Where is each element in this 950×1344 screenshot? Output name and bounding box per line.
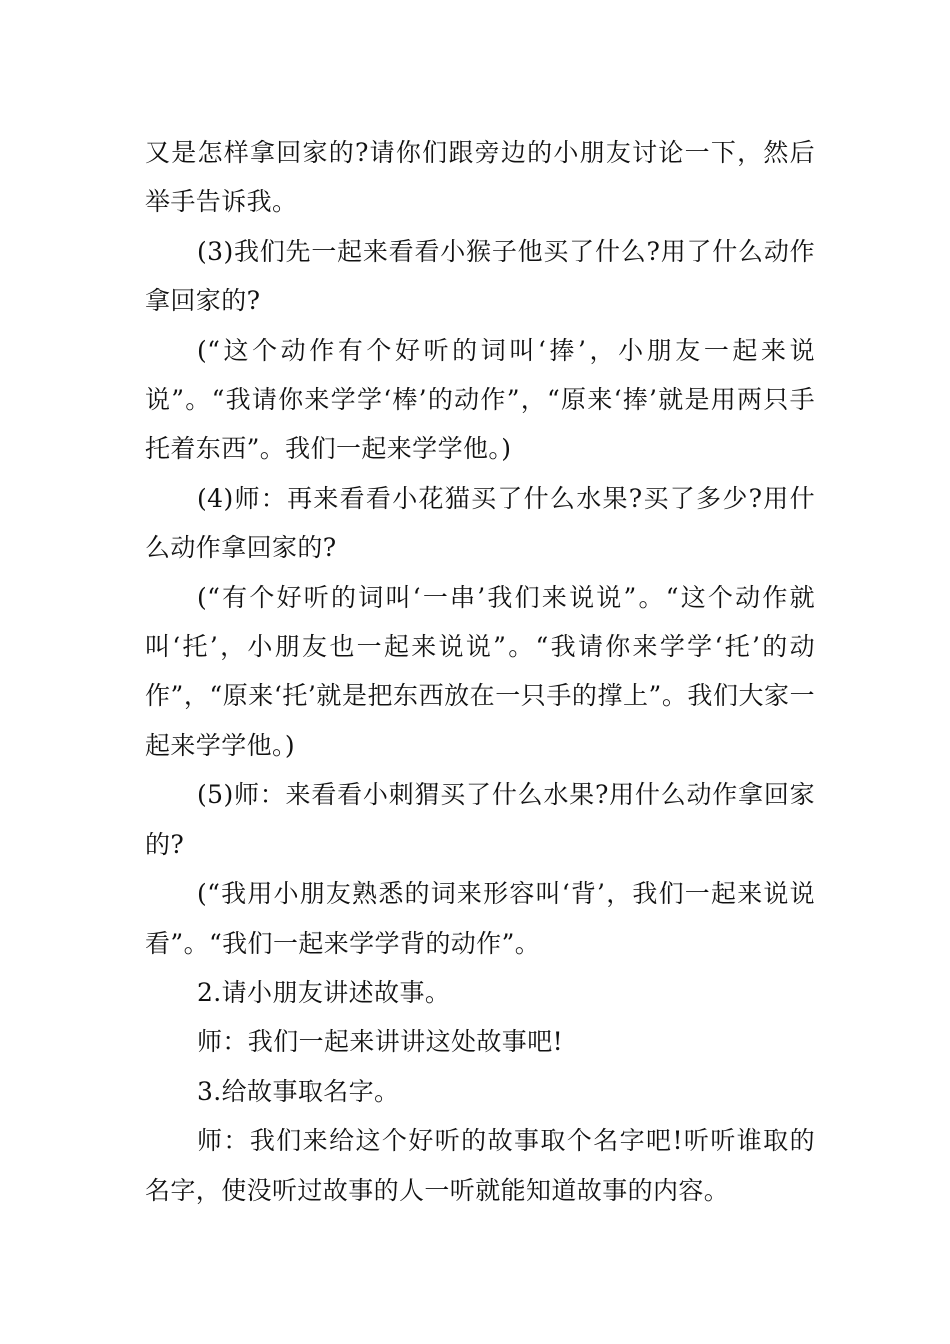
paragraph-7: (“我用小朋友熟悉的词来形容叫‘背’，我们一起来说说看”。“我们一起来学学背的动作”。 (145, 879, 815, 958)
paragraph-9: 师：我们一起来讲讲这处故事吧! (197, 1027, 564, 1057)
document-body (145, 128, 815, 1215)
paragraph-10: 3.给故事取名字。 (197, 1076, 400, 1106)
paragraph-4: (4)师：再来看看小花猫买了什么水果?买了多少?用什么动作拿回家的? (145, 483, 815, 563)
paragraph-1: 又是怎样拿回家的?请你们跟旁边的小朋友讨论一下，然后举手告诉我。 (145, 138, 815, 217)
paragraph-3: (“这个动作有个好听的词叫‘捧’，小朋友一起来说说”。“我请你来学学‘棒’的动作”，“原来‘捧’就是用两只手托着东西”。我们一起来学学他。) (145, 335, 815, 464)
paragraph-2: (3)我们先一起来看看小猴子他买了什么?用了什么动作拿回家的? (145, 236, 815, 316)
paragraph-11: 师：我们来给这个好听的故事取个名字吧!听听谁取的名字，使没听过故事的人一听就能知道故事的内容。 (145, 1126, 815, 1205)
paragraph-8: 2.请小朋友讲述故事。 (197, 977, 451, 1007)
paragraph-6: (5)师：来看看小刺猬买了什么水果?用什么动作拿回家的? (145, 780, 815, 859)
paragraph-5: (“有个好听的词叫‘一串’我们来说说”。“这个动作就叫‘托’，小朋友也一起来说说”。“我请你来学学‘托’的动作”，“原来‘托’就是把东西放在一只手的撑上”。我们大家一起来学学他。) (145, 582, 815, 760)
